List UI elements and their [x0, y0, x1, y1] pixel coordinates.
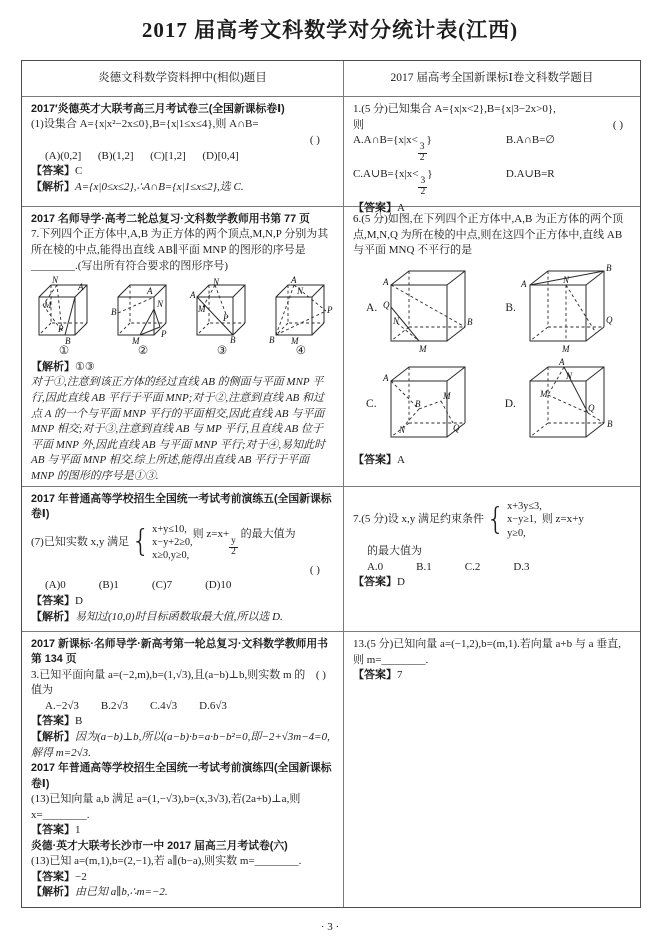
vertex-label: N: [52, 275, 59, 286]
vertex-label: P: [326, 305, 333, 316]
problem-text: (1)设集合 A={x|x²−2x≤0},B={x|1≤x≤4},则 A∩B=: [31, 118, 259, 131]
cell-right-2: [344, 207, 640, 486]
vertex-label: A: [78, 282, 84, 293]
cell-left-1: [22, 97, 344, 206]
table-row: [22, 96, 640, 215]
cube-figure-1: [31, 277, 97, 358]
vertex-label: N: [398, 424, 405, 435]
cube-figure-A: [366, 261, 479, 355]
cube-figure-C: [366, 357, 479, 451]
fraction-numerator: 3: [419, 142, 425, 153]
figure-caption: D.: [504, 397, 516, 410]
answer-value: D: [396, 576, 405, 589]
vertex-label: N: [296, 286, 303, 297]
vertex-label: A: [520, 278, 527, 289]
problem-text: 6.(5 分)如图,在下列四个正方体中,A,B 为正方体的两个顶点,M,N,Q 为所在棱的中点,则在这四个正方体中,直线 AB 与平面 MNQ 不平行的是: [352, 213, 624, 257]
fraction: [229, 537, 238, 558]
cube-drawing: [189, 277, 255, 345]
option-c: [353, 167, 506, 198]
source-line: 2017 名师导学·高考二轮总复习·文科数学教师用书第 77 页: [31, 213, 310, 225]
problem-text: [353, 118, 631, 134]
answer-value: D: [75, 595, 83, 607]
analysis-text: 对于①,注意到该正方体的经过直线 AB 的侧面与平面 MNP 平行,因此直线 AB 平行于平面 MNP;对于②,注意到直线 AB 和过点 A 的一个与平面 MNP 平行的平面相交,因此直线 AB 与平面 MNP 相交;对于③,注意到直线 AB 与 MP 平行,且直线 AB 位于平面 MNP 外,因此直线 AB 与平面 MNP 平行;对于④,易知此时 AB 与平面 MNP 相交.综上所述,能得出直线 AB 平行于平面 MNP 的图形的序号是①③.: [31, 376, 326, 483]
cube-drawing: [268, 277, 334, 345]
cube-drawing: [31, 277, 97, 345]
vertex-label: M: [442, 390, 451, 401]
fraction: [418, 143, 427, 164]
vertex-label: M: [197, 304, 206, 315]
vertex-label: B: [268, 335, 275, 346]
answer-paren: ( ): [612, 118, 623, 131]
vertex-label: N: [565, 370, 572, 381]
option-a: [353, 133, 506, 164]
header-cell-right: 2017 届高考全国新课标Ⅰ卷文科数学题目: [390, 72, 594, 85]
analysis-line: [31, 360, 334, 376]
objective-post: 的最大值为: [237, 528, 296, 541]
vertex-label: P: [58, 324, 64, 335]
problem-text: [31, 668, 334, 699]
source-line: 2017 年普通高等学校招生全国统一考试考前演练五(全国新课标卷Ⅰ): [31, 493, 332, 521]
problem-text: [193, 527, 296, 558]
header-cell-left: 炎德文科数学资料押中(相似)题目: [22, 61, 344, 96]
constraint: x+3y≤3,: [507, 501, 542, 512]
vertex-label: N: [212, 277, 219, 288]
cell-right-3: [344, 487, 640, 631]
comparison-table: [21, 60, 641, 908]
table-row: [22, 206, 640, 486]
answer-label: 【答案】: [31, 715, 75, 728]
analysis-text: A={x|0≤x≤2},∴A∩B={x|1≤x≤2},选 C.: [75, 180, 244, 193]
problem-text-cont: 则: [352, 118, 364, 131]
answer-value: A: [396, 202, 405, 215]
answer-line: [353, 575, 631, 591]
analysis-line: [31, 885, 334, 901]
vertex-label: A: [290, 275, 297, 286]
analysis-text: 易知过(10,0)时目标函数取最大值,所以选 D.: [75, 610, 283, 623]
figure-strip: [353, 261, 631, 355]
brace-glyph: {: [486, 501, 506, 537]
cube-drawing: [518, 357, 618, 451]
fraction-denominator: 2: [420, 187, 426, 198]
figure-strip: [353, 357, 631, 451]
answer-value: 1: [75, 824, 81, 837]
vertex-label: A: [382, 372, 389, 383]
figure-caption: ②: [137, 345, 149, 358]
analysis-label: 【解析】: [31, 731, 75, 744]
answer-label: 【答案】: [352, 202, 397, 215]
vertex-label: A: [189, 290, 196, 301]
table-row: [22, 631, 640, 907]
answer-label: 【答案】: [352, 453, 397, 466]
constraint: x≥0,y≥0,: [152, 550, 190, 562]
source-line: 2017 新课标·名师导学·新高考第一轮总复习·文科数学教师用书第 134 页: [31, 638, 328, 666]
fraction-denominator: 2: [231, 547, 236, 558]
table-row: [22, 486, 640, 631]
analysis-answer: ①③: [75, 360, 95, 373]
cell-right-4: [344, 632, 640, 907]
source-line: 炎德·英才大联考长沙市一中 2017 届高三月考试卷(六): [31, 839, 288, 852]
vertex-label: Q: [383, 299, 390, 310]
constraint: x+y≤10,: [152, 523, 187, 535]
constraint: y≥0,: [507, 527, 526, 539]
vertex-label: M: [290, 336, 299, 347]
analysis-line: [31, 610, 334, 626]
vertex-label: B: [65, 336, 71, 347]
answer-line: [31, 594, 334, 610]
options-line: [353, 167, 631, 198]
analysis-label: 【解析】: [31, 610, 75, 623]
answer-value: C: [75, 165, 83, 178]
answer-label: 【答案】: [31, 870, 75, 883]
answer-value: 7: [396, 669, 403, 682]
problem-text: 的最大值为: [366, 545, 422, 558]
vertex-label: B: [606, 418, 613, 429]
analysis-line: [31, 730, 334, 761]
cube-drawing: [379, 261, 479, 355]
analysis-line: [31, 180, 334, 196]
option-c-pre: C.A∪B={x|x<: [352, 168, 419, 181]
problem-text: (13)已知 a=(m,1),b=(2,−1),若 a∥(b−a),则实数 m=________.: [31, 855, 302, 868]
cube-figure-D: [505, 357, 618, 451]
page-title: 2017 届高考文科数学对分统计表(江西): [141, 18, 519, 42]
cube-figure-3: [189, 277, 255, 358]
figure-caption: ④: [295, 345, 307, 358]
vertex-label: Q: [587, 402, 595, 413]
cube-drawing: [518, 261, 618, 355]
figure-caption: C.: [366, 397, 377, 410]
answer-line: [31, 870, 334, 886]
fraction: [418, 177, 427, 198]
problem-text: 1.(5 分)已知集合 A={x|x<2},B={x|3−2x>0},: [352, 103, 556, 115]
constraint-list: [507, 500, 542, 540]
problem-text: 7.下列四个正方体中,A,B 为正方体的两个顶点,M,N,P 分别为其所在棱的中点,能得出直线 AB∥平面 MNP 的图形的序号是________.(写出所有符合要求的图形序号): [31, 228, 329, 272]
vertex-label: B: [229, 335, 236, 346]
analysis-text: 因为(a−b)⊥b,所以(a−b)·b=a·b−b²=0,即−2+√3m−4=0,解得 m=2√3.: [31, 731, 330, 759]
vertex-label: P: [160, 329, 167, 340]
vertex-label: B: [414, 398, 421, 409]
analysis-text: 由已知 a∥b,∴m=−2.: [75, 886, 168, 899]
vertex-label: M: [561, 343, 570, 354]
fraction-numerator: y: [231, 536, 236, 547]
system-of-constraints: [353, 500, 631, 540]
constraint-list: [152, 523, 192, 563]
source-line: 2017′炎德英才大联考高三月考试卷三(全国新课标卷Ⅰ): [31, 103, 285, 115]
vertex-label: Q: [452, 422, 460, 433]
figure-caption: B.: [505, 301, 516, 314]
figure-caption: ①: [58, 345, 70, 358]
table-header-row: [22, 61, 640, 96]
vertex-label: M: [44, 300, 52, 311]
answer-label: 【答案】: [352, 669, 397, 682]
answer-label: 【答案】: [31, 824, 75, 837]
cube-drawing: [379, 357, 479, 451]
vertex-label: N: [156, 299, 163, 310]
answer-paren: ( ): [309, 133, 320, 146]
options-line: A.0 B.1 C.2 D.3: [366, 560, 530, 573]
options-line: [353, 133, 631, 164]
cube-figure-4: [268, 277, 334, 358]
answer-paren: ( ): [309, 563, 320, 576]
vertex-label: A: [383, 276, 389, 287]
answer-value: −2: [75, 870, 87, 883]
vertex-label: P: [222, 313, 229, 324]
options-line: (A)0 (B)1 (C)7 (D)10: [45, 579, 232, 592]
vertex-label: M: [539, 388, 548, 399]
cell-right-1: [344, 97, 640, 215]
vertex-label: M: [131, 336, 140, 347]
answer-line: [31, 714, 334, 730]
problem-text: (7)已知实数 x,y 满足: [31, 535, 130, 548]
option-c-post: }: [427, 168, 433, 181]
fraction-numerator: 3: [420, 176, 426, 187]
vertex-label: M: [419, 343, 427, 354]
cube-figure-2: [110, 277, 176, 358]
option-a-post: }: [426, 134, 432, 147]
problem-text: (13)已知向量 a,b 满足 a=(1,−√3),b=(x,3√3),若(2a+b)⊥a,则 x=________.: [31, 792, 301, 821]
constraint: x−y≥1,: [507, 514, 537, 526]
answer-line: [353, 453, 631, 469]
page-number: · 3 ·: [320, 921, 340, 933]
answer-line: [353, 668, 631, 684]
vertex-label: B: [605, 262, 612, 273]
option-a-pre: A.A∩B={x|x<: [352, 134, 418, 147]
figure-strip: [31, 277, 334, 358]
problem-text: 7.(5 分)设 x,y 满足约束条件: [352, 513, 485, 526]
option-b: B.A∩B=∅: [505, 134, 555, 147]
problem-text: 13.(5 分)已知向量 a=(−1,2),b=(m,1).若向量 a+b 与 a 垂直,则 m=________.: [352, 638, 621, 666]
cube-figure-B: [505, 261, 618, 355]
system-of-constraints: [31, 523, 334, 563]
answer-value: B: [75, 715, 83, 728]
vertex-label: A: [558, 356, 565, 367]
vertex-label: B: [110, 307, 117, 318]
problem-text-body: 3.已知平面向量 a=(−2,m),b=(1,√3),且(a−b)⊥b,则实数 m 的值为: [31, 668, 306, 697]
cube-drawing: [110, 277, 176, 345]
cell-left-2: [22, 207, 344, 486]
answer-label: 【答案】: [352, 576, 397, 589]
analysis-label: 【解析】: [31, 886, 75, 899]
objective: 则 z=x+y: [541, 513, 584, 526]
figure-caption: A.: [366, 301, 378, 314]
fraction-denominator: 2: [419, 153, 425, 164]
vertex-label: N: [393, 315, 400, 326]
options-line: (A)(0,2] (B)(1,2] (C)[1,2] (D)[0,4]: [45, 149, 239, 162]
answer-paren: ( ): [315, 668, 326, 681]
answer-line: [31, 823, 334, 839]
source-line: 2017 年普通高等学校招生全国统一考试考前演练四(全国新课标卷Ⅰ): [31, 762, 332, 790]
options-line: A.−2√3 B.2√3 C.4√3 D.6√3: [45, 699, 227, 712]
cell-left-3: [22, 487, 344, 631]
answer-label: 【答案】: [31, 595, 75, 607]
vertex-label: N: [562, 274, 569, 285]
objective-pre: 则 z=x+: [192, 528, 230, 541]
answer-label: 【答案】: [31, 165, 75, 178]
analysis-label: 【解析】: [31, 360, 75, 373]
answer-line: [31, 164, 334, 180]
analysis-label: 【解析】: [31, 180, 75, 193]
answer-value: A: [396, 453, 405, 466]
vertex-label: Q: [605, 314, 613, 325]
cell-left-4: [22, 632, 344, 907]
option-d: D.A∪B=R: [505, 168, 555, 181]
figure-caption: ③: [216, 345, 228, 358]
vertex-label: B: [467, 316, 473, 327]
constraint: x−y+2≥0,: [152, 537, 193, 549]
vertex-label: A: [146, 286, 153, 297]
brace-glyph: {: [131, 524, 151, 560]
